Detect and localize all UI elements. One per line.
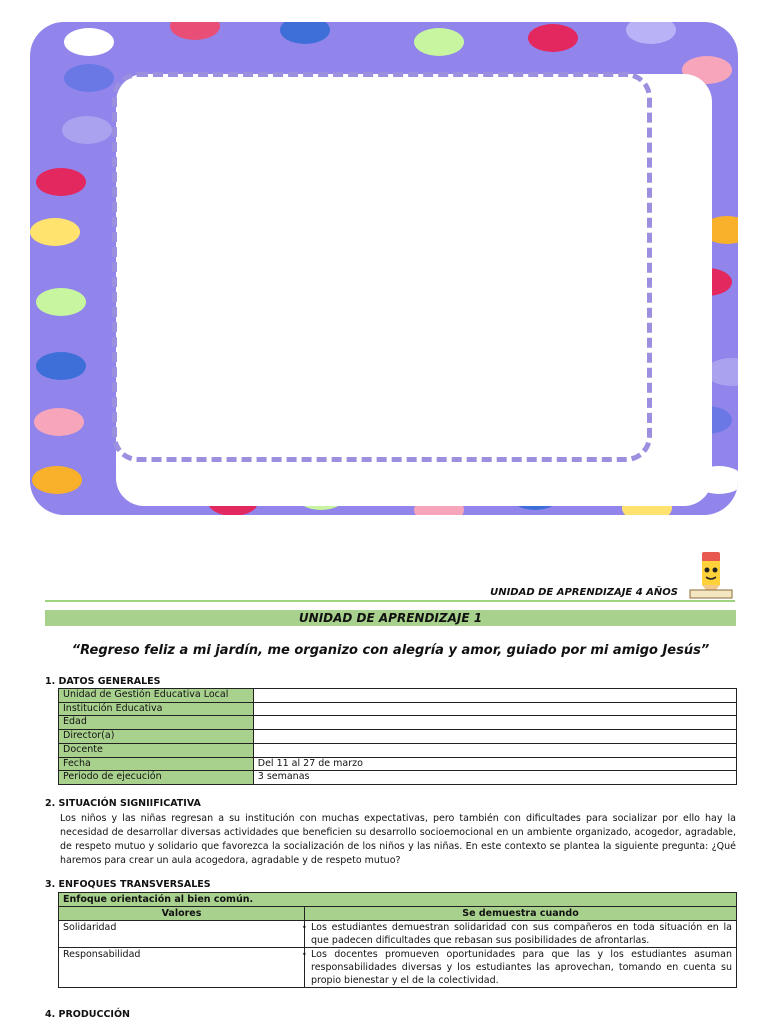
table-row [59,689,737,703]
table-row [59,771,737,785]
unit-quote: “Regreso feliz a mi jardín, me organizo con alegría y amor, guiado por mi amigo Jesús” [71,643,710,658]
row-value [253,730,736,744]
datos-generales-table [58,688,737,785]
table-row [59,893,737,907]
table-row [59,743,737,757]
table-row [59,702,737,716]
table-row [59,948,737,988]
descripcion-cell: • Los docentes promueven oportunidades para que las y los estudiantes asuman responsabilidades diversas y los estudiantes las aprovechan, tomando en cuenta su propio bienestar y el de la colectividad. [305,948,737,988]
valor-cell: Responsabilidad [59,948,305,988]
row-label: Unidad de Gestión Educativa Local [59,689,254,703]
unit-header-label: UNIDAD DE APRENDIZAJE 4 AÑOS [490,587,678,598]
row-value [253,702,736,716]
column-header-valores: Valores [59,907,305,921]
row-value [253,689,736,703]
row-label: Periodo de ejecución [59,771,254,785]
polka-dot [170,22,220,40]
polka-dot [30,218,80,246]
valor-cell: Solidaridad [59,921,305,948]
table-row [59,921,737,948]
descripcion-cell: • Los estudiantes demuestran solidaridad con sus compañeros en toda situación en la que padecen dificultades que rebasan sus posibilidades de afrontarlas. [305,921,737,948]
column-header-demuestra: Se demuestra cuando [305,907,737,921]
polka-dot [64,64,114,92]
polka-dot [36,288,86,316]
enfoque-title: Enfoque orientación al bien común. [59,893,737,907]
dashed-border [112,72,652,462]
header-divider [45,600,735,602]
polka-dot [626,22,676,44]
polka-dot [528,24,578,52]
polka-dot [34,408,84,436]
section-heading-datos-generales: 1. DATOS GENERALES [45,676,161,687]
table-row [59,730,737,744]
situacion-text: Los niños y las niñas regresan a su institución con muchas expectativas, pero también con dificultades para socializar por ello hay la necesidad de desarrollar diversas actividades que beneficien su desarrollo socioemocional en un ambiente organizado, acogedor, agradable, de respeto mutuo y solidario que favorezca la socialización de los niños y las niñas. En este contexto se plantea la siguiente pregunta: ¿Qué haremos para crear un aula acogedora, agradable y de respeto mutuo? [60,813,736,866]
section-heading-produccion: 4. PRODUCCIÓN [45,1009,130,1020]
row-label: Institución Educativa [59,702,254,716]
table-row [59,716,737,730]
section-heading-situacion: 2. SITUACIÓN SIGNIIFICATIVA [45,798,201,809]
polka-dot [62,116,112,144]
row-label: Fecha [59,757,254,771]
row-value: Del 11 al 27 de marzo [253,757,736,771]
row-value [253,716,736,730]
polka-dot [414,28,464,56]
row-label: Director(a) [59,730,254,744]
row-label: Edad [59,716,254,730]
enfoques-table [58,892,737,988]
polka-dot [280,22,330,44]
row-value [253,743,736,757]
document-title: UNIDAD DE APRENDIZAJE 1 [45,610,736,626]
polka-dot [36,352,86,380]
pencil-mascot-icon [688,550,734,602]
row-value: 3 semanas [253,771,736,785]
row-label: Docente [59,743,254,757]
polka-dot [64,28,114,56]
polka-dot [36,168,86,196]
section-heading-enfoques: 3. ENFOQUES TRANSVERSALES [45,879,211,890]
table-header-row [59,907,737,921]
decorative-polka-dot-frame [30,22,738,515]
table-row [59,757,737,771]
polka-dot [32,466,82,494]
